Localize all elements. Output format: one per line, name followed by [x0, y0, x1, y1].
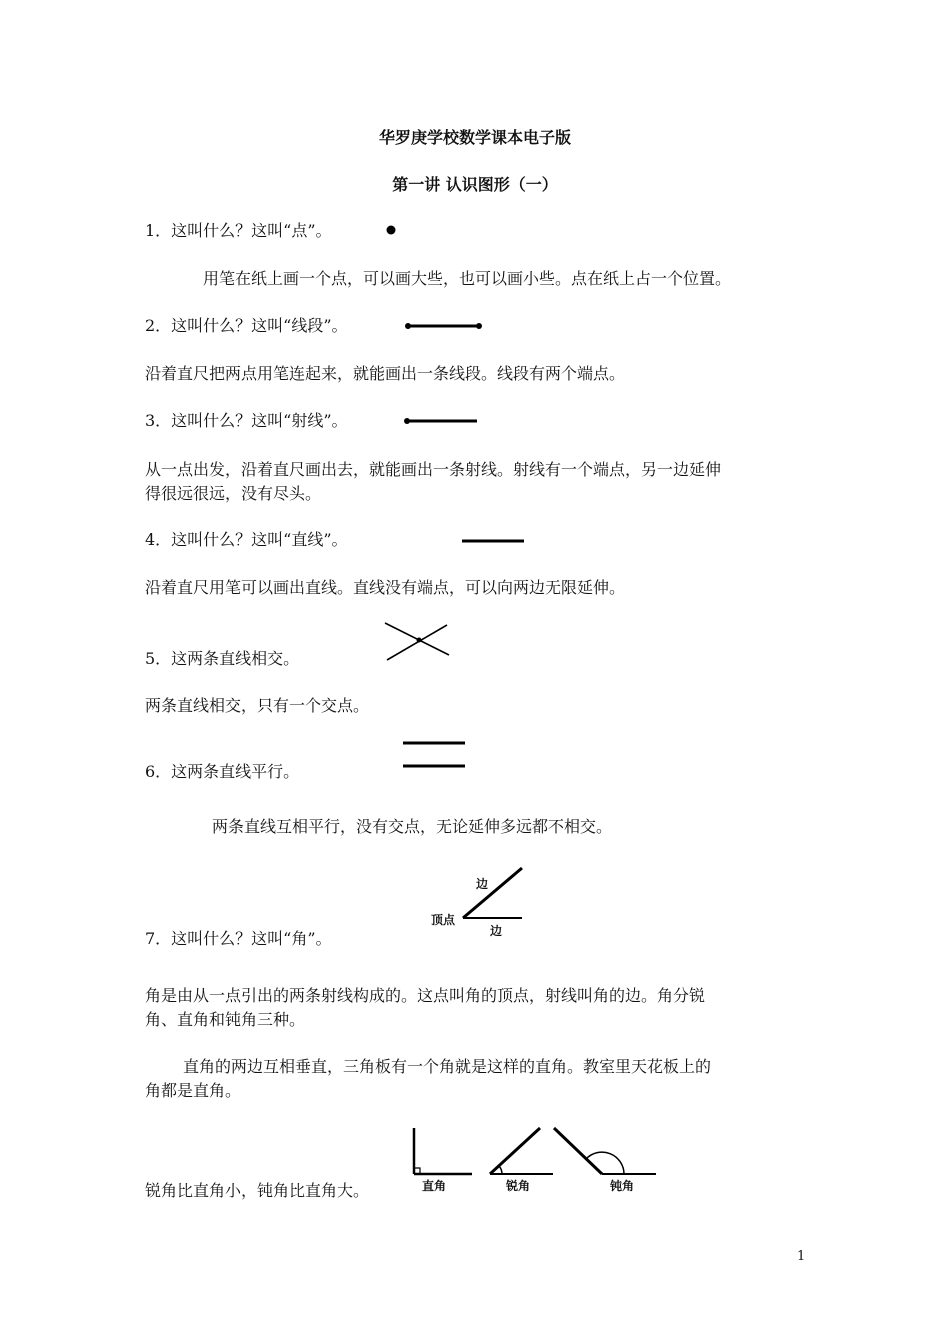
intersecting-line-2: [387, 625, 447, 660]
segment-endpoint-left: [405, 323, 411, 329]
right-angle-description-line-2: 角都是直角。: [145, 1081, 242, 1100]
obtuse-angle-diagram: [554, 1128, 656, 1193]
parallel-lines-figure: [403, 738, 467, 772]
description-1: 用笔在纸上画一个点，可以画大些，也可以画小些。点在纸上占一个位置。: [203, 269, 732, 288]
description-2: 沿着直尺把两点用笔连起来，就能画出一条线段。线段有两个端点。: [145, 364, 626, 383]
label-right-angle: 直角: [422, 1179, 447, 1193]
description-4: 沿着直尺用笔可以画出直线。直线没有端点，可以向两边无限延伸。: [145, 578, 626, 597]
segment-endpoint-right: [476, 323, 482, 329]
question-7: 7．这叫什么？这叫“角”。: [145, 929, 332, 948]
acute-angle-arc: [499, 1166, 502, 1174]
ray-endpoint: [404, 418, 410, 424]
description-5: 两条直线相交，只有一个交点。: [145, 696, 370, 715]
right-angle-description-line-1: 直角的两边互相垂直，三角板有一个角就是这样的直角。教室里天花板上的: [183, 1057, 712, 1076]
ray-figure: [401, 413, 481, 429]
angle-types-figure: [406, 1124, 660, 1194]
angle-comparison: 锐角比直角小，钝角比直角大。: [145, 1181, 370, 1200]
label-obtuse-angle: 钝角: [610, 1179, 635, 1193]
point-figure: [383, 222, 399, 238]
page-number: 1: [797, 1249, 806, 1264]
label-acute-angle: 锐角: [506, 1179, 531, 1193]
question-6: 6．这两条直线平行。: [145, 762, 300, 781]
label-edge-upper: 边: [476, 877, 489, 891]
description-7-line-2: 角、直角和钝角三种。: [145, 1010, 306, 1029]
question-1: 1．这叫什么？这叫“点”。: [145, 221, 332, 240]
question-2: 2．这叫什么？这叫“线段”。: [145, 316, 348, 335]
angle-edge-upper: [463, 868, 522, 918]
line-figure: [462, 534, 526, 548]
label-edge-lower: 边: [490, 924, 503, 938]
description-3-line-2: 得很远很远，没有尽头。: [145, 484, 322, 503]
question-5: 5．这两条直线相交。: [145, 649, 300, 668]
acute-angle-diagram: [490, 1128, 553, 1193]
point-dot: [387, 226, 396, 235]
description-6: 两条直线互相平行，没有交点，无论延伸多远都不相交。: [212, 817, 613, 836]
description-3-line-1: 从一点出发，沿着直尺画出去，就能画出一条射线。射线有一个端点，另一边延伸: [145, 460, 722, 479]
question-4: 4．这叫什么？这叫“直线”。: [145, 530, 348, 549]
segment-figure: [402, 318, 486, 334]
lesson-title: 第一讲 认识图形（一）: [392, 175, 558, 194]
label-vertex: 顶点: [431, 913, 456, 927]
angle-figure: [426, 862, 530, 940]
intersecting-lines-figure: [383, 621, 451, 663]
question-3: 3．这叫什么？这叫“射线”。: [145, 411, 348, 430]
right-angle-diagram: [414, 1128, 472, 1193]
intersection-point: [417, 638, 422, 643]
description-7-line-1: 角是由从一点引出的两条射线构成的。这点叫角的顶点，射线叫角的边。角分锐: [145, 986, 706, 1005]
book-title: 华罗庚学校数学课本电子版: [378, 128, 571, 147]
